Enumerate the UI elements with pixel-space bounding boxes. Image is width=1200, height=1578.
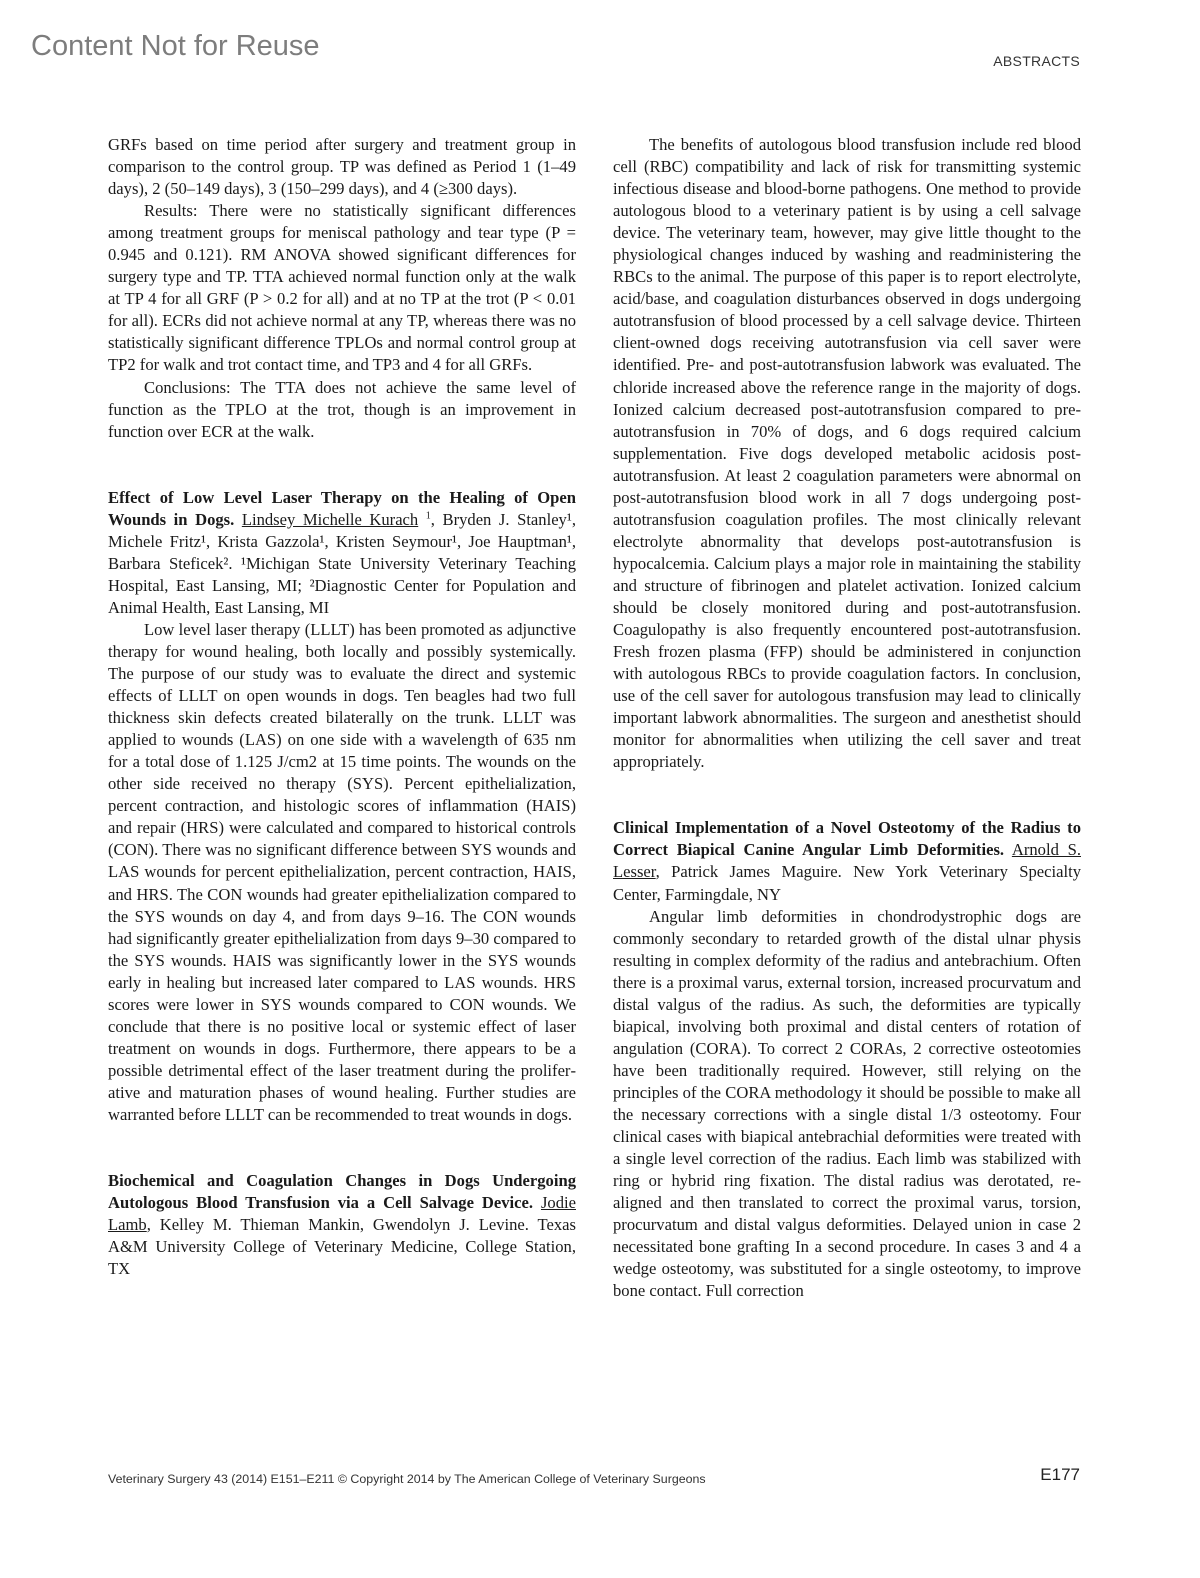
left-column: [108, 134, 576, 1280]
continuation-paragraph-conclusions: Conclusions: The TTA does not achieve the same level of function as the TPLO at the trot, though is an improvement in function over ECR at the walk.: [108, 377, 576, 441]
right-column: [613, 134, 1081, 1302]
abstract-body-laser: Low level laser therapy (LLLT) has been promoted as adjunctive therapy for wound healing, both locally and possibly systemically. The purpose of our study was to evaluate the direct and systemic effects of LLLT on open wounds in dogs. Ten beagles had two full thickness skin defects created bilaterally on the trunk. LLLT was applied to wounds (LAS) on one side with a wavelength of 635 nm for a total dose of 1.125 J/cm2 at 15 time points. The wounds on the other side received no therapy (SYS). Percent epithelialization, percent contraction, and histologic scores of inflammation (HAIS) and repair (HRS) were calculated and compared to historical controls (CON). There was no significant difference between SYS wounds and LAS wounds for percent epithelialization, percent contraction, HAIS, and HRS. The CON wounds had greater epithelialization compared to the SYS wounds on day 4, and from days 9–16. The CON wounds had significantly greater epithelialization from days 9–30 compared to the SYS wounds. HAIS was significantly lower in the SYS wounds early in healing but increased later compared to LAS wounds. HRS scores were lower in SYS wounds compared to CON wounds. We conclude that there is no positive local or systemic effect of laser treatment on wounds in dogs. Furthermore, there appears to be a possible detrimental effect of the laser treatment during the proliferative and maturation phases of wound healing. Further studies are warranted before LLLT can be recommended to treat wounds in dogs.: [108, 619, 576, 1124]
abstract-header-osteotomy: [613, 817, 1081, 905]
abstract-title: Clinical Implementation of a Novel Osteotomy of the Radius to Correct Biapical Canine Angular Limb Deformities.: [613, 818, 1081, 860]
continuation-paragraph-results: Results: There were no statistically significant differences among treatment groups for meniscal pathology and tear type (P = 0.945 and 0.121). RM ANOVA showed significant differences for surgery type and TP. TTA achieved normal function only at the walk at TP 4 for all GRF (P > 0.2 for all) and at no TP at the trot (P < 0.01 for all). ECRs did not achieve normal at any TP, whereas there was no statistically significant difference TPLOs and normal control group at TP2 for walk and trot contact time, and TP3 and 4 for all GRFs.: [108, 201, 576, 375]
abstract-body-osteotomy: Angular limb deformities in chondrodystrophic dogs are commonly secondary to retarded growth of the distal ulnar physis resulting in complex deformity of the radius and antebrachium. Often there is a proximal varus, external torsion, increased procurvatum and distal valgus of the radius. As such, the deformities are typically biapical, involving both proximal and distal centers of rotation of angulation (CORA). To correct 2 CORAs, 2 corrective osteotomies have been traditionally required. However, still relying on the principles of the CORA methodology it should be possible to make all the necessary corrections with a single distal 1/3 osteotomy. Four clinical cases with biapical antebrachial deformities were treated with a single level correction of the radius. Each limb was stabilized with ring or hybrid ring fixation. The distal radius was derotated, re-aligned and then translated to correct the proximal varus, torsion, procurvatum and distal valgus deformities. Delayed union in case 2 necessitated bone grafting In a second procedure. In cases 3 and 4 a wedge osteotomy, was substituted for a single osteotomy, to improve bone contact. Full correction: [613, 906, 1081, 1301]
presenter-affiliation-mark: 1: [425, 510, 431, 522]
abstract-title: Biochemical and Coagulation Changes in Dogs Undergoing Autologous Blood Transfusion via a Cell Salvage Device.: [108, 1171, 576, 1213]
watermark: Content Not for Reuse: [31, 30, 320, 62]
presenter-name: Arnold S. Lesser: [613, 840, 1081, 882]
abstract-header-laser: [108, 487, 576, 619]
author-list: , Kelley M. Thieman Mankin, Gwendolyn J. Levine. Texas A&M University College of Veterinary Medicine, College Station, TX: [108, 1215, 576, 1279]
author-list: , Patrick James Maguire. New York Veterinary Specialty Center, Farmingdale, NY: [613, 862, 1081, 904]
continuation-paragraph-methods: GRFs based on time period after surgery and treatment group in comparison to the control group. TP was defined as Period 1 (1–49 days), 2 (50–149 days), 3 (150–299 days), and 4 (≥300 days).: [108, 135, 576, 199]
presenter-name: Lindsey Michelle Kurach: [241, 509, 419, 529]
author-list: , Bryden J. Stanley¹, Michele Fritz¹, Krista Gazzola¹, Kristen Seymour¹, Joe Hauptman¹, Barbara Steficek². ¹Michigan State University Veterinary Teaching Hospital, East Lansing, MI; ²Diagnostic Center for Population and Animal Health, East Lansing, MI: [108, 509, 576, 617]
presenter-name: Jodie Lamb: [108, 1193, 576, 1235]
abstract-title: Effect of Low Level Laser Therapy on the Healing of Open Wounds in Dogs.: [108, 487, 576, 529]
journal-citation: Veterinary Surgery 43 (2014) E151–E211 © Copyright 2014 by The American College of Veterinary Surgeons: [108, 1472, 706, 1486]
abstract-body-transfusion: The benefits of autologous blood transfusion include red blood cell (RBC) compatibility and lack of risk for transmitting systemic infectious disease and blood-borne pathogens. One method to provide autologous blood to a veterinary patient is by using a cell salvage device. The veterinary team, however, may give little thought to the physiological changes induced by washing and readministering the RBCs to the animal. The purpose of this paper is to report electrolyte, acid/base, and coagulation disturbances observed in dogs undergoing autotransfusion of blood processed by a cell salvage device. Thirteen client-owned dogs receiving autotransfusion via cell saver were identified. Pre- and post-autotransfusion labwork was evaluated. The chloride increased above the reference range in the majority of dogs. Ionized calcium decreased post-autotransfusion compared to pre-autotransfusion in 70% of dogs, and 6 dogs required calcium supplementation. Five dogs developed metabolic acidosis post-autotransfusion. At least 2 coagulation parameters were abnormal on post-autotransfusion blood work in all 7 dogs undergoing post-autotransfusion coagulation profiles. The most clinically relevant electrolyte abnormality that develops post-autotransfusion is hypocalcemia. Calcium plays a major role in maintaining the stability and structure of fibrinogen and platelet activation. Ionized calcium should be closely monitored during and post-autotransfusion. Coagulopathy is also frequently encountered post-autotransfusion. Fresh frozen plasma (FFP) should be administered in conjunction with autologous RBCs to provide coagulation factors. In conclusion, use of the cell saver for autologous transfusion may lead to clinically important labwork abnormalities. The surgeon and anesthetist should monitor for abnormalities when utilizing the cell saver and treat appropriately.: [613, 135, 1081, 772]
abstract-header-transfusion: [108, 1170, 576, 1280]
section-header: ABSTRACTS: [993, 53, 1080, 69]
page-number: E177: [1040, 1465, 1080, 1484]
